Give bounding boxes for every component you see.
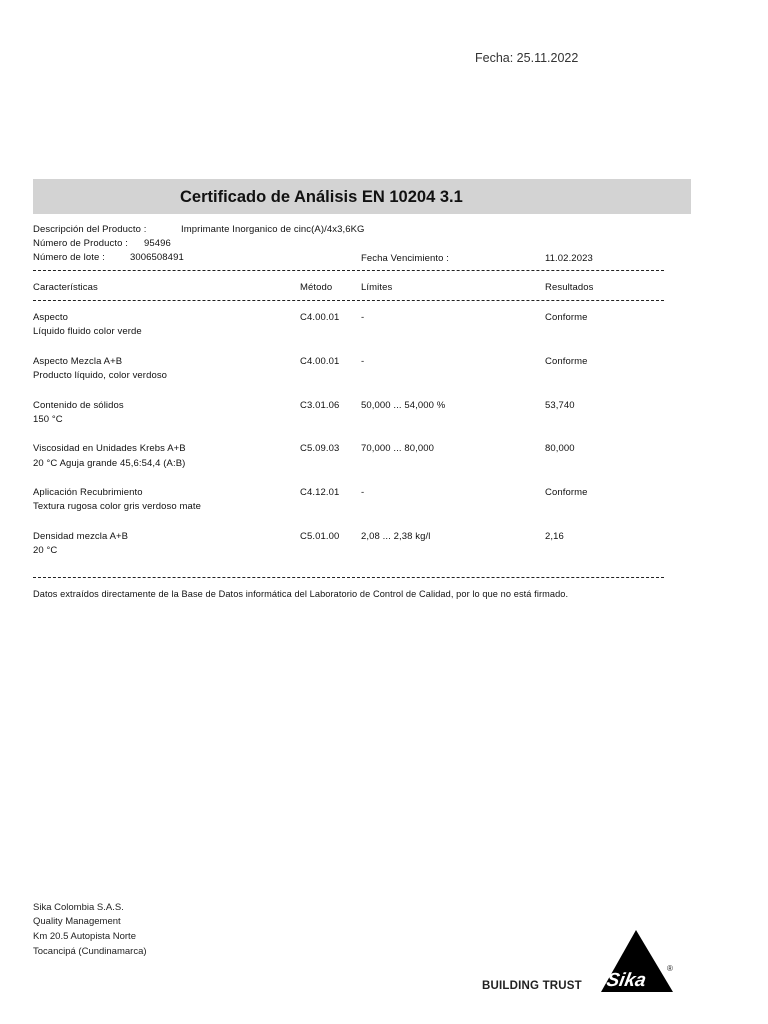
row-limits: 70,000 ... 80,000: [361, 443, 435, 454]
document-date: Fecha: 25.11.2022: [475, 51, 579, 65]
row-characteristic: Densidad mezcla A+B: [33, 531, 129, 542]
row-limits: -: [361, 487, 365, 498]
data-source-note: Datos extraídos directamente de la Base de Datos informática del Laboratorio de Control de Calidad, por lo que no está firmado.: [33, 589, 569, 599]
product-description-label: Descripción del Producto :: [33, 224, 147, 235]
row-method: C3.01.06: [300, 400, 340, 411]
row-method: C4.12.01: [300, 487, 340, 498]
row-method: C4.00.01: [300, 356, 340, 367]
separator-line: [33, 577, 664, 578]
registered-mark: ®: [667, 964, 673, 973]
row-detail: Líquido fluido color verde: [33, 326, 142, 337]
header-characteristics: Características: [33, 282, 98, 293]
row-detail: 150 °C: [33, 414, 63, 425]
row-limits: 50,000 ... 54,000 %: [361, 400, 446, 411]
row-characteristic: Aspecto: [33, 312, 69, 323]
row-detail: Producto líquido, color verdoso: [33, 370, 168, 381]
expiry-label: Fecha Vencimiento :: [361, 253, 449, 264]
row-detail: Textura rugosa color gris verdoso mate: [33, 501, 202, 512]
row-characteristic: Aspecto Mezcla A+B: [33, 356, 123, 367]
product-description-value: Imprimante Inorganico de cinc(A)/4x3,6KG: [181, 224, 365, 235]
footer-address: Km 20.5 Autopista Norte: [33, 931, 136, 942]
row-result: Conforme: [545, 487, 588, 498]
row-characteristic: Aplicación Recubrimiento: [33, 487, 143, 498]
row-method: C5.01.00: [300, 531, 340, 542]
lot-number-value: 3006508491: [130, 252, 184, 263]
separator-line: [33, 270, 664, 271]
footer-company: Sika Colombia S.A.S.: [33, 902, 124, 913]
product-number-value: 95496: [144, 238, 171, 249]
lot-number-label: Número de lote :: [33, 252, 105, 263]
sika-triangle-icon: [598, 928, 678, 994]
row-result: 80,000: [545, 443, 575, 454]
row-result: 53,740: [545, 400, 575, 411]
header-method: Método: [300, 282, 333, 293]
row-limits: -: [361, 312, 365, 323]
sika-logo: [478, 928, 678, 998]
row-method: C4.00.01: [300, 312, 340, 323]
sika-wordmark: Sika: [604, 970, 648, 991]
row-characteristic: Viscosidad en Unidades Krebs A+B: [33, 443, 186, 454]
header-results: Resultados: [545, 282, 594, 293]
building-trust-tagline: BUILDING TRUST: [482, 980, 582, 992]
separator-line: [33, 300, 664, 301]
footer-city: Tocancipá (Cundinamarca): [33, 946, 147, 957]
row-result: Conforme: [545, 356, 588, 367]
row-characteristic: Contenido de sólidos: [33, 400, 124, 411]
row-detail: 20 °C Aguja grande 45,6:54,4 (A:B): [33, 458, 186, 469]
footer-department: Quality Management: [33, 916, 121, 927]
expiry-value: 11.02.2023: [545, 253, 593, 264]
document-title: Certificado de Análisis EN 10204 3.1: [180, 188, 463, 206]
row-limits: -: [361, 356, 365, 367]
row-limits: 2,08 ... 2,38 kg/l: [361, 531, 431, 542]
row-method: C5.09.03: [300, 443, 340, 454]
product-number-label: Número de Producto :: [33, 238, 128, 249]
row-result: Conforme: [545, 312, 588, 323]
row-result: 2,16: [545, 531, 564, 542]
header-limits: Límites: [361, 282, 393, 293]
row-detail: 20 °C: [33, 545, 58, 556]
